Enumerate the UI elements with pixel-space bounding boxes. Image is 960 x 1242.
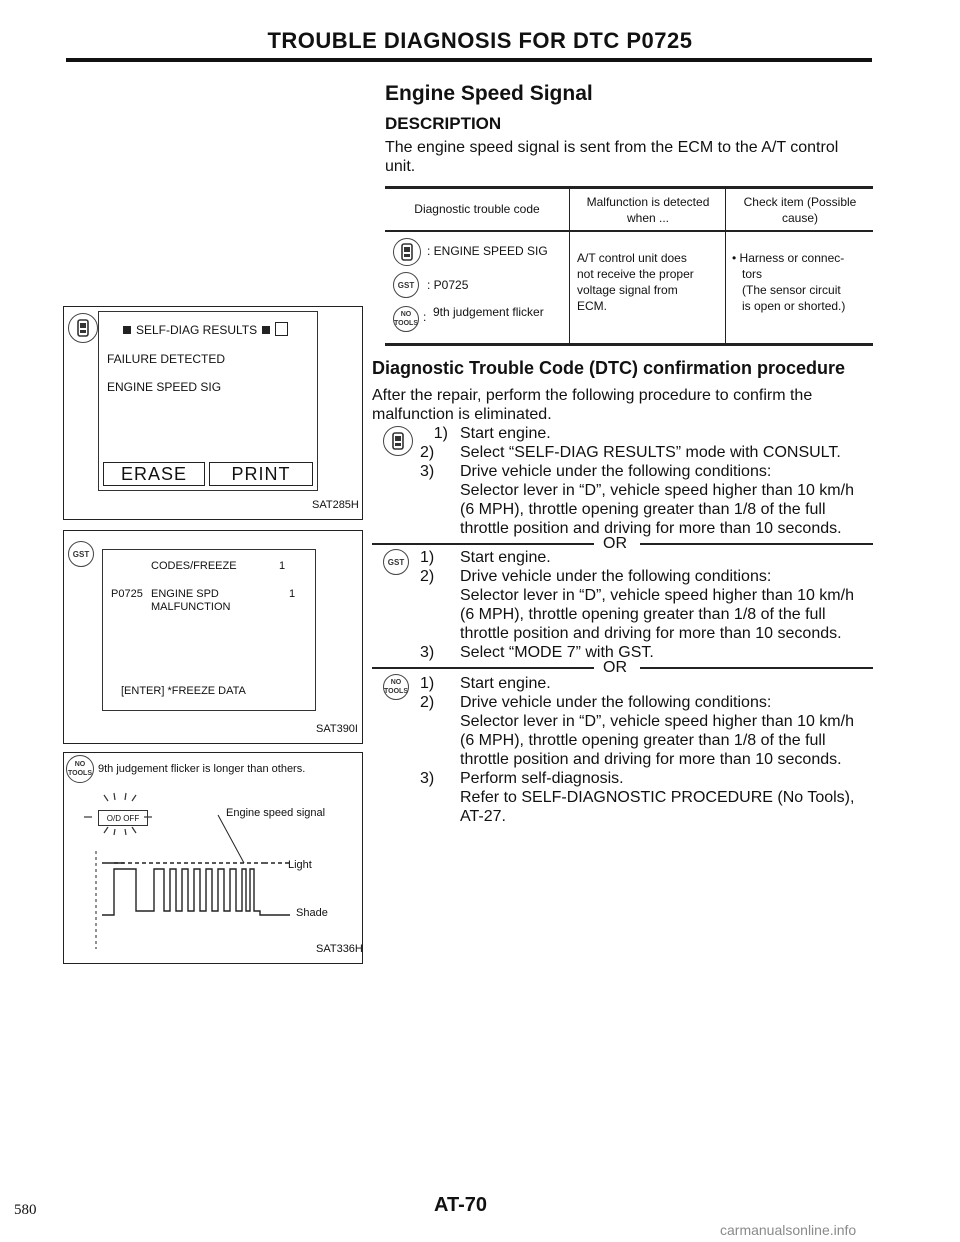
description-line: unit. [385, 158, 416, 175]
no-tools-icon [383, 674, 409, 700]
self-diag-title: SELF-DIAG RESULTS [136, 323, 258, 337]
page-header-title: TROUBLE DIAGNOSIS FOR DTC P0725 [267, 28, 693, 53]
or-divider-line [640, 667, 873, 669]
step-text [460, 693, 854, 769]
step-line: (6 MPH), throttle opening greater than 1/8 of the full [460, 732, 826, 749]
codes-freeze-header: CODES/FREEZE [151, 560, 237, 572]
consult-steps [420, 424, 875, 538]
step-item [420, 462, 875, 538]
consult-icon [383, 426, 413, 456]
step-item [420, 424, 875, 443]
step-line: Selector lever in “D”, vehicle speed higher than 10 km/h [460, 482, 854, 499]
step-line: Drive vehicle under the following conditions: [460, 463, 772, 480]
step-text [460, 567, 854, 643]
step-number: 3) [420, 770, 435, 787]
description-line: The engine speed signal is sent from the ECM to the A/T control [385, 139, 839, 156]
no-tools-icon-label: NO TOOLS [68, 761, 92, 777]
enter-freeze-data[interactable]: [ENTER] *FREEZE DATA [121, 685, 246, 697]
gst-icon [393, 272, 419, 298]
consult-icon [393, 238, 421, 266]
erase-button[interactable]: ERASE [103, 462, 205, 486]
gst-icon-label: GST [387, 557, 405, 567]
failure-detected-label: FAILURE DETECTED [107, 352, 226, 366]
step-number: 1) [433, 425, 448, 442]
table-top-rule [385, 186, 873, 189]
or-divider-line [372, 667, 594, 669]
step-line: Drive vehicle under the following conditions: [460, 568, 772, 585]
step-number: 3) [420, 463, 435, 480]
step-line: throttle position and driving for more than 10 seconds. [460, 625, 842, 642]
dtc-count: 1 [289, 588, 296, 600]
or-label: OR [603, 659, 627, 676]
step-text: Select “SELF-DIAG RESULTS” mode with CONSULT. [460, 444, 841, 461]
step-line: (6 MPH), throttle opening greater than 1/8 of the full [460, 501, 826, 518]
step-text [460, 769, 854, 826]
codes-count: 1 [279, 560, 286, 572]
table-header-code: Diagnostic trouble code [414, 202, 540, 216]
code-gst-label: P0725 [433, 278, 469, 292]
step-item [420, 693, 875, 769]
page-code: AT-70 [434, 1194, 487, 1216]
step-text: Start engine. [460, 425, 551, 442]
shade-label: Shade [296, 907, 328, 919]
gst-icon [383, 549, 409, 575]
dtc-intro [372, 386, 872, 424]
step-line: Refer to SELF-DIAGNOSTIC PROCEDURE (No Tools), [460, 789, 855, 806]
dtc-procedure-heading: Diagnostic Trouble Code (DTC) confirmation procedure [372, 358, 846, 378]
check-line: • Harness or connec- [732, 251, 845, 265]
table-header-check: Check item (Possible cause) [743, 195, 857, 225]
step-item [420, 548, 875, 567]
step-line: throttle position and driving for more than 10 seconds. [460, 751, 842, 768]
gst-display [102, 549, 316, 711]
step-line: AT-27. [460, 808, 506, 825]
print-button[interactable]: PRINT [209, 462, 313, 486]
figure-consult-screen [63, 306, 363, 520]
or-label: OR [603, 535, 627, 552]
step-number: 2) [420, 568, 435, 585]
figure-notools-flicker [63, 752, 363, 964]
check-line: tors [742, 267, 763, 281]
description-text [385, 138, 875, 176]
step-line: Perform self-diagnosis. [460, 770, 624, 787]
malfunction-text [577, 250, 727, 314]
no-tools-icon [393, 306, 419, 332]
no-tools-icon-label: NO TOOLS [384, 679, 408, 695]
table-header-malfunction: Malfunction is detected when ... [586, 195, 710, 225]
figure-ref: SAT336H [316, 943, 363, 955]
dtc-code: P0725 [111, 588, 143, 600]
step-line: Selector lever in “D”, vehicle speed higher than 10 km/h [460, 713, 854, 730]
gst-steps [420, 548, 875, 662]
dtc-table: Diagnostic trouble code Malfunction is detected when ... Check item (Possible cause) : ENGINE SPEED SIG GST : P0725 NO TOOLS : 9th judgement flicker A/T control unit does not receive the proper voltage signal from ECM. • Harness or connec- tors (The sensor circuit is open or shorted.) [385, 186, 873, 346]
step-line: throttle position and driving for more than 10 seconds. [460, 520, 842, 537]
consult-icon [68, 313, 98, 343]
step-item [420, 643, 875, 662]
description-heading: DESCRIPTION [385, 114, 502, 133]
step-line: Drive vehicle under the following conditions: [460, 694, 772, 711]
table-bottom-rule [385, 343, 873, 346]
step-item [420, 674, 875, 693]
check-line: is open or shorted.) [742, 299, 846, 313]
dtc-intro-line: After the repair, perform the following procedure to confirm the [372, 387, 813, 404]
step-item [420, 769, 875, 826]
table-header-rule [385, 230, 873, 232]
step-item [420, 443, 875, 462]
step-text: Start engine. [460, 549, 551, 566]
code-notools-label: 9th judgement flicker [433, 305, 544, 319]
step-text [460, 462, 854, 538]
self-diag-title-row [123, 322, 323, 337]
checkbox-icon [275, 322, 288, 336]
step-item [420, 567, 875, 643]
malfunction-line: voltage signal from [577, 283, 678, 297]
code-consult-label: ENGINE SPEED SIG [433, 244, 548, 258]
watermark: carmanualsonline.info [720, 1222, 857, 1238]
malfunction-line: ECM. [577, 299, 607, 313]
od-off-lamp: O/D OFF [98, 810, 148, 826]
square-bullet-icon [262, 326, 270, 334]
dtc-description-line: ENGINE SPD [151, 588, 219, 600]
check-line: (The sensor circuit [742, 283, 841, 297]
step-number: 1) [420, 549, 435, 566]
malfunction-line: A/T control unit does [577, 251, 687, 265]
no-tools-icon-label: NO TOOLS [394, 311, 418, 327]
dtc-description [151, 588, 230, 614]
or-divider-line [372, 543, 594, 545]
square-bullet-icon [123, 326, 131, 334]
table-col-divider [569, 186, 570, 344]
engine-speed-sig-label: ENGINE SPEED SIG [107, 380, 222, 394]
section-title: Engine Speed Signal [385, 82, 593, 105]
check-text [732, 250, 872, 314]
dtc-description-line: MALFUNCTION [151, 601, 231, 613]
gst-icon [68, 541, 94, 567]
step-number: 3) [420, 644, 435, 661]
step-number: 1) [420, 675, 435, 692]
consult-display [98, 311, 318, 491]
dtc-intro-line: malfunction is eliminated. [372, 406, 552, 423]
or-divider-line [640, 543, 873, 545]
light-label: Light [288, 859, 312, 871]
no-tools-icon [66, 755, 94, 783]
notools-steps [420, 674, 875, 826]
figure-ref: SAT285H [312, 499, 359, 511]
step-text: Start engine. [460, 675, 551, 692]
malfunction-line: not receive the proper [577, 267, 694, 281]
flicker-note: 9th judgement flicker is longer than others. [98, 763, 306, 775]
step-line: (6 MPH), throttle opening greater than 1/8 of the full [460, 606, 826, 623]
figure-gst-screen [63, 530, 363, 744]
page-number: 580 [14, 1202, 37, 1218]
figure-ref: SAT390I [316, 723, 358, 735]
flicker-waveform [94, 811, 294, 951]
engine-speed-signal-label: Engine speed signal [226, 807, 326, 819]
gst-icon-label: GST [397, 280, 415, 290]
step-line: Selector lever in “D”, vehicle speed higher than 10 km/h [460, 587, 854, 604]
step-number: 2) [420, 444, 435, 461]
step-number: 2) [420, 694, 435, 711]
gst-icon-label: GST [72, 549, 90, 559]
step-text: Select “MODE 7” with GST. [460, 644, 654, 661]
header-rule [66, 58, 872, 62]
